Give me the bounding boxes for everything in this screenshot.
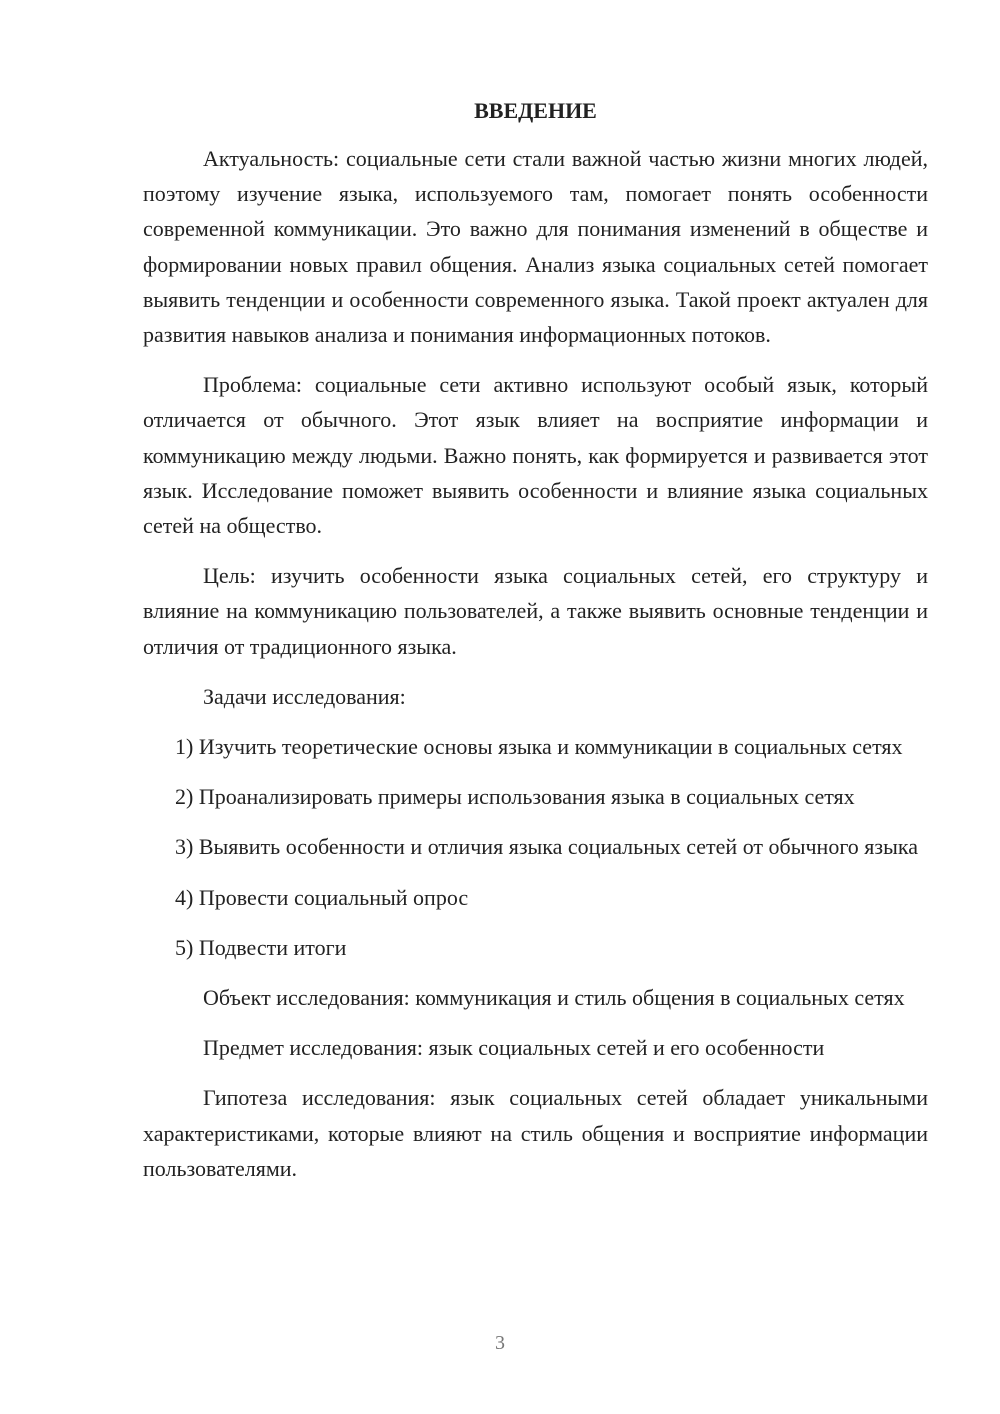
subject-paragraph: Предмет исследования: язык социальных сетей и его особенности xyxy=(203,1035,825,1061)
goal-paragraph: Цель: изучить особенности языка социальных сетей, его структуру и влияние на коммуникацию пользователей, а также выявить основные тенденции и отличия от традиционного языка. xyxy=(143,563,928,659)
task-item: 1) Изучить теоретические основы языка и коммуникации в социальных сетях xyxy=(175,734,903,760)
page-number: 3 xyxy=(495,1332,505,1354)
hypothesis-paragraph: Гипотеза исследования: язык социальных сетей обладает уникальными характеристиками, которые влияют на стиль общения и восприятие информации пользователями. xyxy=(143,1085,928,1181)
task-item: 5) Подвести итоги xyxy=(175,934,347,960)
document-page xyxy=(143,96,928,1201)
tasks-heading: Задачи исследования: xyxy=(203,683,406,709)
object-paragraph: Объект исследования: коммуникация и стиль общения в социальных сетях xyxy=(203,985,905,1011)
task-item: 3) Выявить особенности и отличия языка социальных сетей от обычного языка xyxy=(175,834,919,860)
problem-paragraph: Проблема: социальные сети активно используют особый язык, который отличается от обычного. Этот язык влияет на восприятие информации и коммуникацию между людьми. Важно понять, как формируется и развивается этот язык. Исследование поможет выявить особенности и влияние языка социальных сетей на общество. xyxy=(143,372,928,539)
page-title: ВВЕДЕНИЕ xyxy=(474,98,597,123)
task-item: 2) Проанализировать примеры использования языка в социальных сетях xyxy=(175,784,855,810)
relevance-paragraph: Актуальность: социальные сети стали важной частью жизни многих людей, поэтому изучение языка, используемого там, помогает понять особенности современной коммуникации. Это важно для понимания изменений в обществе и формировании новых правил общения. Анализ языка социальных сетей помогает выявить тенденции и особенности современного языка. Такой проект актуален для развития навыков анализа и понимания информационных потоков. xyxy=(143,146,928,348)
task-item: 4) Провести социальный опрос xyxy=(175,884,469,910)
